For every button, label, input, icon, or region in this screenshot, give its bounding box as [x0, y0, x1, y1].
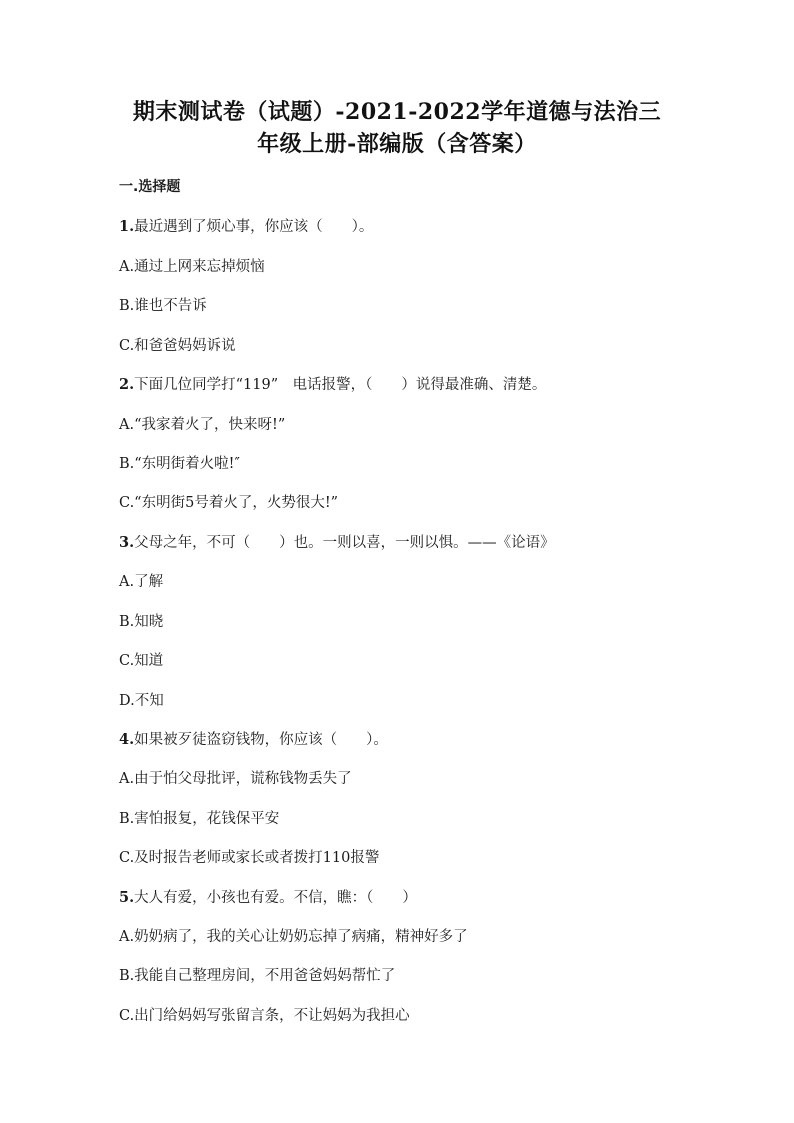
- question-3-option-c: C.知道: [119, 653, 164, 669]
- question-5: [119, 888, 417, 908]
- question-4: [119, 730, 388, 750]
- question-3-option-a: A.了解: [119, 574, 164, 590]
- question-2-option-c: C.“东明街5号着火了，火势很大!”: [119, 495, 339, 511]
- question-stem: 如果被歹徒盗窃钱物，你应该（ ）。: [134, 732, 388, 748]
- question-number: 4.: [119, 731, 135, 748]
- question-3-option-b: B.知晓: [119, 614, 164, 630]
- question-5-option-c: C.出门给妈妈写张留言条，不让妈妈为我担心: [119, 1008, 410, 1024]
- question-2: [119, 375, 546, 395]
- question-4-option-b: B.害怕报复，花钱保平安: [119, 811, 280, 827]
- question-1-option-b: B.谁也不告诉: [119, 298, 207, 314]
- question-1-option-c: C.和爸爸妈妈诉说: [119, 338, 236, 354]
- question-5-option-b: B.我能自己整理房间，不用爸爸妈妈帮忙了: [119, 968, 396, 984]
- question-stem: 下面几位同学打“119” 电话报警，（ ）说得最准确、清楚。: [134, 377, 547, 393]
- document-title-line-2: 年级上册-部编版（含答案）: [257, 131, 537, 157]
- question-number: 3.: [119, 534, 135, 551]
- question-number: 2.: [119, 376, 135, 393]
- question-1: [119, 217, 373, 237]
- section-heading: 一.选择题: [119, 179, 181, 195]
- question-3-option-d: D.不知: [119, 693, 164, 709]
- question-2-option-b: B.“东明街着火啦!″: [119, 456, 240, 472]
- question-3: [119, 533, 555, 553]
- question-stem: 大人有爱，小孩也有爱。不信，瞧：（ ）: [134, 890, 417, 906]
- document-title-line-1: 期末测试卷（试题）-2021-2022学年道德与法治三: [132, 99, 662, 125]
- question-stem: 最近遇到了烦心事，你应该（ ）。: [134, 219, 374, 235]
- question-number: 5.: [119, 889, 135, 906]
- question-1-option-a: A.通过上网来忘掉烦恼: [119, 259, 265, 275]
- question-5-option-a: A.奶奶病了，我的关心让奶奶忘掉了病痛，精神好多了: [119, 929, 468, 945]
- question-stem: 父母之年，不可（ ）也。一则以喜，一则以惧。——《论语》: [134, 535, 555, 551]
- question-2-option-a: A.“我家着火了，快来呀!”: [119, 417, 286, 433]
- question-4-option-a: A.由于怕父母批评，谎称钱物丢失了: [119, 771, 352, 787]
- question-4-option-c: C.及时报告老师或家长或者拨打110报警: [119, 850, 380, 866]
- question-number: 1.: [119, 218, 135, 235]
